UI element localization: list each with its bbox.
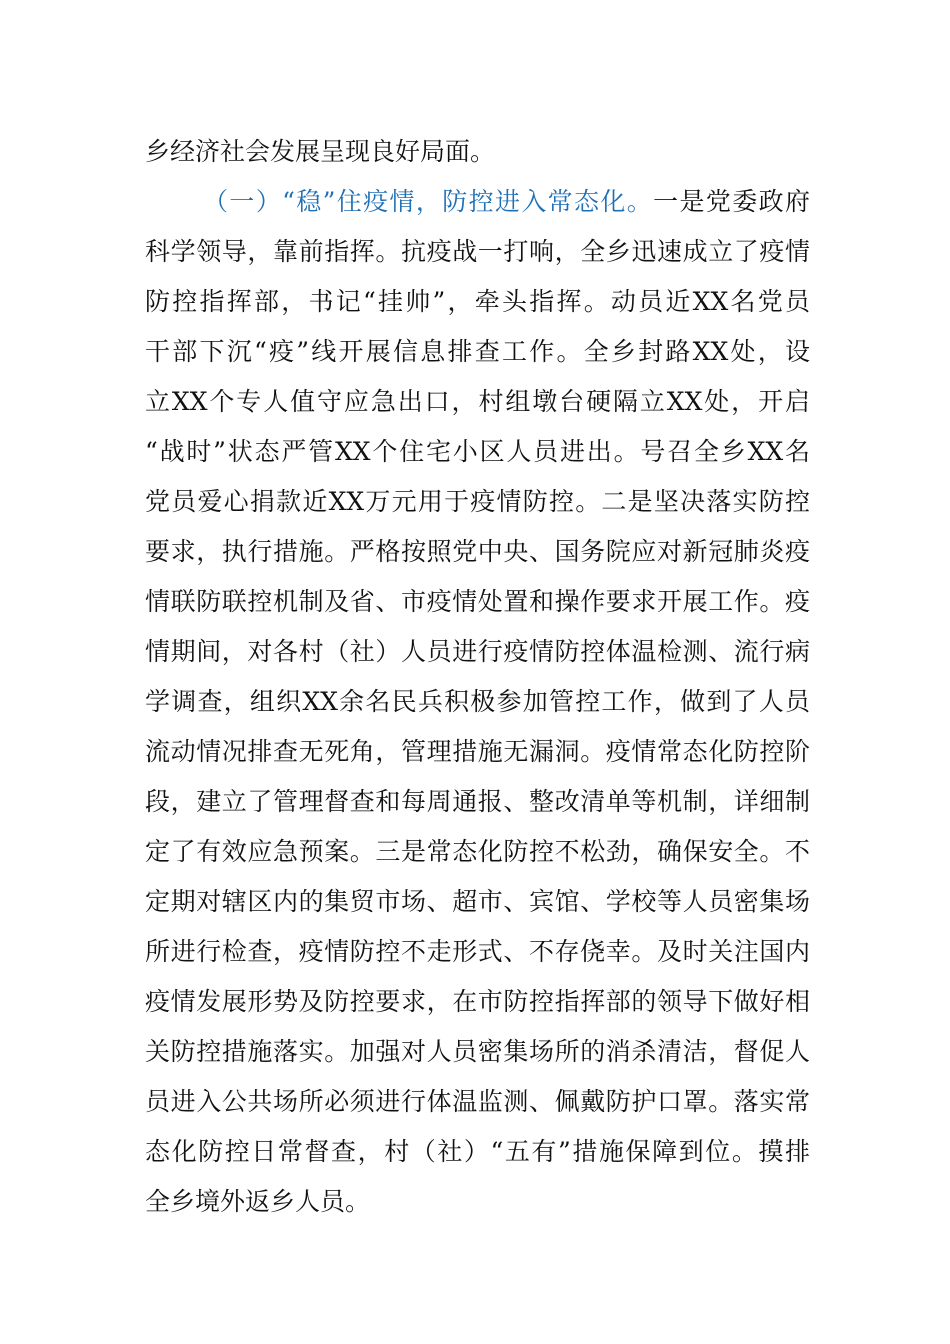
document-body <box>145 127 810 1227</box>
paragraph-line: 乡经济社会发展呈现良好局面。 <box>145 137 496 166</box>
paragraph-line: 流动情况排查无死角，管理措施无漏洞。疫情常态化防控阶 <box>145 737 810 766</box>
paragraph-line: 段，建立了管理督查和每周通报、整改清单等机制，详细制 <box>145 787 810 816</box>
paragraph-line: 定期对辖区内的集贸市场、超市、宾馆、学校等人员密集场 <box>145 887 810 916</box>
paragraph-line: 情联防联控机制及省、市疫情处置和操作要求开展工作。疫 <box>145 587 810 616</box>
paragraph-line: 员进入公共场所必须进行体温监测、佩戴防护口罩。落实常 <box>145 1087 810 1116</box>
paragraph-line: 定了有效应急预案。三是常态化防控不松劲，确保安全。不 <box>145 837 810 866</box>
section-first-line <box>145 177 810 227</box>
paragraph-line: 疫情发展形势及防控要求，在市防控指挥部的领导下做好相 <box>145 987 810 1016</box>
paragraph-text: 一是党委政府 <box>653 187 810 216</box>
paragraph-line: 党员爱心捐款近XX万元用于疫情防控。二是坚决落实防控 <box>145 487 810 516</box>
paragraph-line: 要求，执行措施。严格按照党中央、国务院应对新冠肺炎疫 <box>145 537 810 566</box>
paragraph-line: 立XX个专人值守应急出口，村组墩台硬隔立XX处，开启 <box>145 387 810 416</box>
paragraph-line: 学调查，组织XX余名民兵积极参加管控工作，做到了人员 <box>145 687 810 716</box>
paragraph-line: “战时”状态严管XX个住宅小区人员进出。号召全乡XX名 <box>145 437 810 466</box>
paragraph-line: 干部下沉“疫”线开展信息排查工作。全乡封路XX处，设 <box>145 337 810 366</box>
paragraph-line: 所进行检查，疫情防控不走形式、不存侥幸。及时关注国内 <box>145 937 810 966</box>
paragraph-line: 科学领导，靠前指挥。抗疫战一打响，全乡迅速成立了疫情 <box>145 237 810 266</box>
paragraph-line: 防控指挥部，书记“挂帅”，牵头指挥。动员近XX名党员 <box>145 287 810 316</box>
paragraph-line: 情期间，对各村（社）人员进行疫情防控体温检测、流行病 <box>145 637 810 666</box>
paragraph-line: 全乡境外返乡人员。 <box>145 1187 371 1216</box>
paragraph-line: 关防控措施落实。加强对人员密集场所的消杀清洁，督促人 <box>145 1037 810 1066</box>
paragraph-line: 态化防控日常督查，村（社）“五有”措施保障到位。摸排 <box>145 1137 810 1166</box>
section-heading: （一）“稳”住疫情，防控进入常态化。 <box>203 187 654 216</box>
